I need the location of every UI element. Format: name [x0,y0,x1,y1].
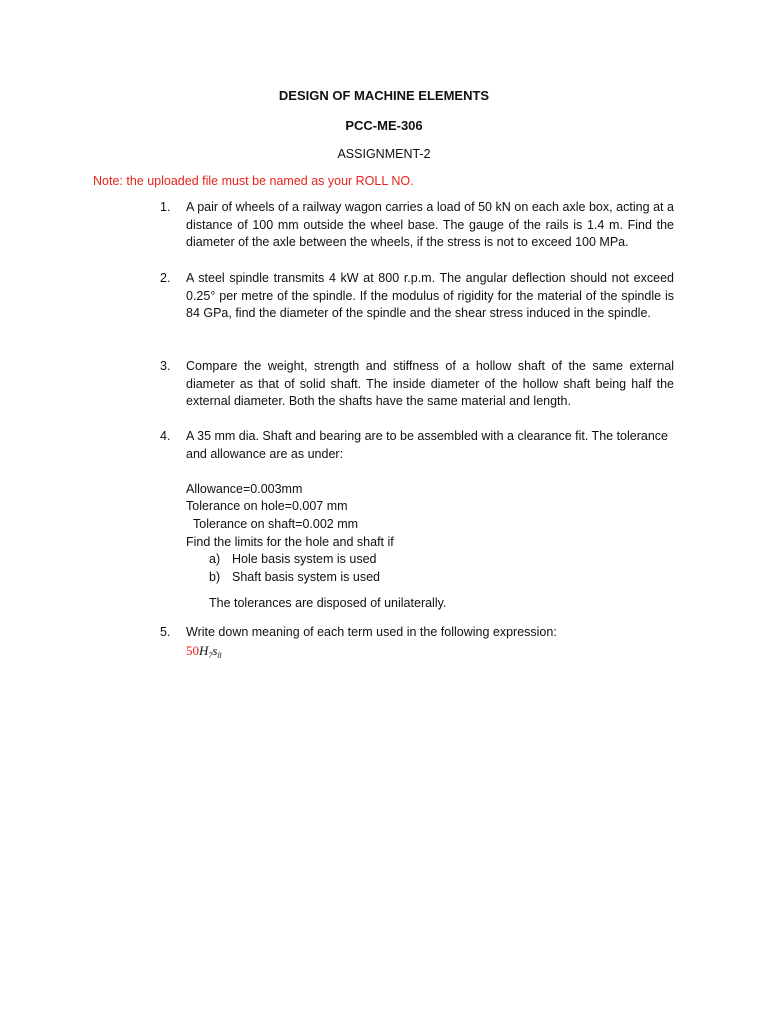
tolerance-hole-line: Tolerance on hole=0.007 mm [186,499,348,514]
option-label: b) [209,569,221,584]
allowance-line: Allowance=0.003mm [186,481,303,496]
option-text: Shaft basis system is used [232,569,380,584]
question-number: 3. [160,359,171,373]
expr-hole-letter: H [199,642,209,658]
option-a [209,551,674,569]
expr-size: 50 [186,642,199,658]
assignment-label: ASSIGNMENT-2 [337,147,431,161]
disposed-note: The tolerances are disposed of unilaterally. [209,596,447,611]
fit-expression [186,642,674,665]
option-b [209,569,674,587]
question-number: 1. [160,200,171,214]
question-4-details [186,481,674,613]
question-text: Compare the weight, strength and stiffness of a hollow shaft of the same external diameter as that of solid shaft. The inside diameter of the hollow shaft being half the external diameter. Both the shafts have the same material and length. [186,359,674,409]
option-text: Hole basis system is used [232,552,377,567]
course-code: PCC-ME-306 [345,118,423,133]
question-2 [160,270,674,323]
question-1 [160,199,674,252]
upload-note: Note: the uploaded file must be named as your ROLL NO. [93,174,414,188]
question-text: Write down meaning of each term used in the following expression: [186,625,557,639]
question-text: A 35 mm dia. Shaft and bearing are to be assembled with a clearance fit. The tolerance and allowance are as under: [186,429,668,461]
expr-shaft-letter: s [212,642,218,658]
question-text: A steel spindle transmits 4 kW at 800 r.p.m. The angular deflection should not exceed 0.25° per metre of the spindle. If the modulus of rigidity for the material of the spindle is 84 GPa, find the diameter of the spindle and the shear stress induced in the spindle. [186,271,674,321]
document-title: DESIGN OF MACHINE ELEMENTS [278,88,490,103]
question-4 [160,428,674,613]
question-number: 5. [160,625,171,639]
tolerance-shaft-line: Tolerance on shaft=0.002 mm [193,516,359,531]
question-5 [160,624,674,664]
expr-hole-grade: 7 [208,650,213,660]
option-label: a) [209,552,221,567]
find-limits-line: Find the limits for the hole and shaft if [186,534,394,549]
question-3 [160,358,674,411]
question-number: 4. [160,429,171,443]
question-text: A pair of wheels of a railway wagon carries a load of 50 kN on each axle box, acting at a distance of 100 mm outside the wheel base. The gauge of the rails is 1.4 m. Find the diameter of the axle between the wheels, if the stress is not to exceed 100 MPa. [186,200,674,250]
expr-shaft-grade: 8 [217,650,222,660]
question-number: 2. [160,271,171,285]
